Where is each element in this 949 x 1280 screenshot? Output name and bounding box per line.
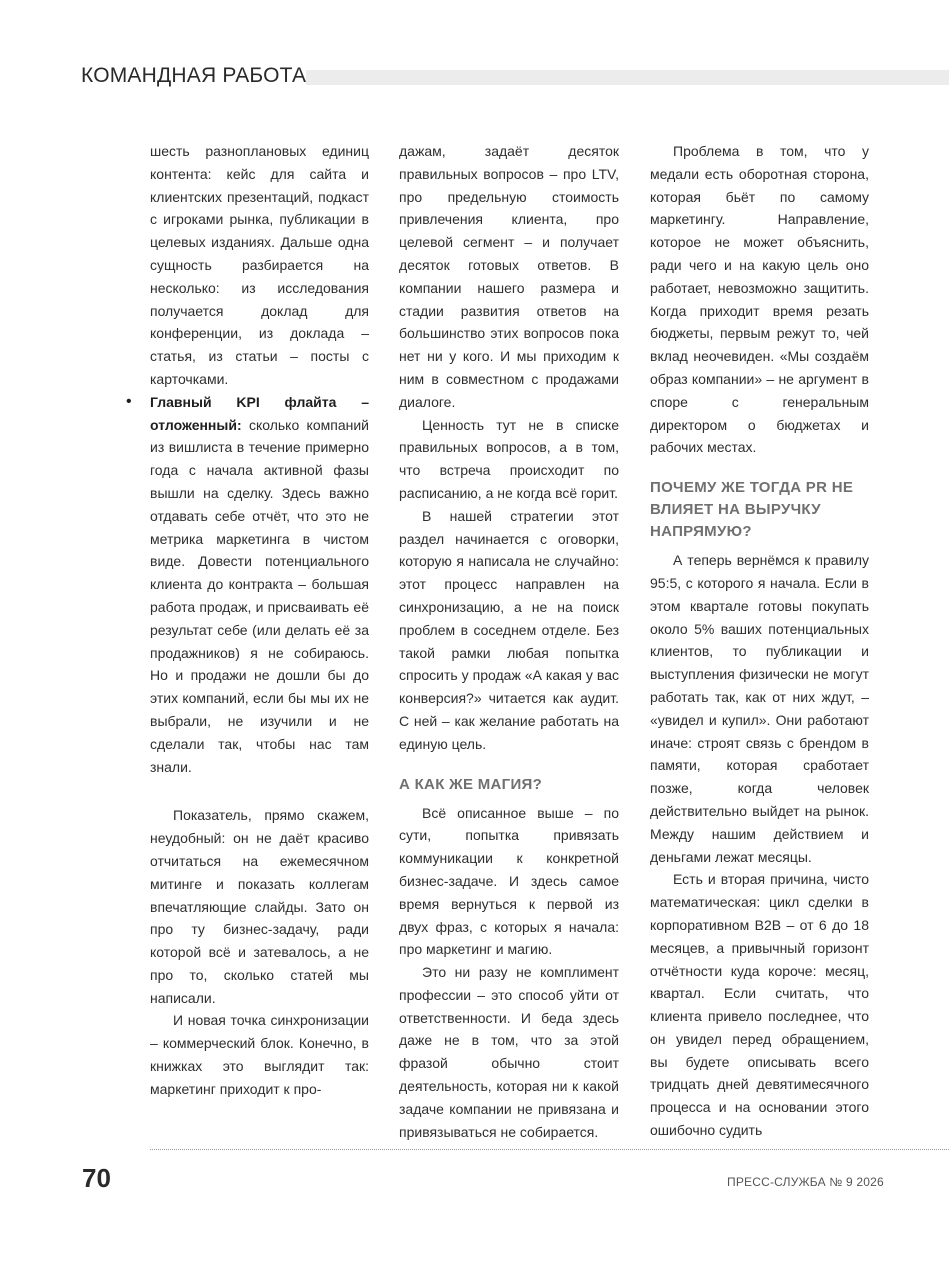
paragraph: Всё описанное выше – по сути, попытка привязать коммуникации к конкретной бизнес-задаче. И здесь самое время вернуться к первой из двух фраз, с которых я начала: про маркетинг и магию. xyxy=(399,804,619,958)
bullet-icon: • xyxy=(126,392,132,410)
subheading-pr-revenue: ПОЧЕМУ ЖЕ ТОГДА PR НЕ ВЛИЯЕТ НА ВЫРУЧКУ НАПРЯМУЮ? xyxy=(650,479,854,541)
paragraph: А теперь вернёмся к правилу 95:5, с которого я начала. Если в этом квартале готовы покупать около 5% ваших потенциальных клиентов, то публикации и выступления физически не могут работать так, как от них ждут, – «увидел и купил». Они работают иначе: строят связь с брендом в памяти, которая сработает позже, когда человек действительно выйдет на рынок. Между нашим действием и деньгами лежат месяцы. xyxy=(650,552,869,865)
paragraph: В нашей стратегии этот раздел начинается с оговорки, которую я написала не случайно: этот процесс направлен на синхронизацию, а не на поиск проблем в соседнем отделе. Без такой рамки любая попытка спросить у продаж «А какая у вас конверсия?» читается как аудит. С ней – как желание работать на единую цель. xyxy=(399,507,619,752)
column-2 xyxy=(399,140,619,1143)
paragraph: дажам, задаёт десяток правильных вопросов – про LTV, про предельную стоимость привлечения клиента, про целевой сегмент – и получает десяток готовых ответов. В компании нашего размера и стадии развития ответов на большинство этих вопросов пока нет ни у кого. И мы приходим к ним в совместном с продажами диалоге. xyxy=(399,143,619,410)
footer-divider xyxy=(150,1149,949,1150)
bullet-paragraph xyxy=(150,391,369,779)
bullet-text: сколько компаний из вишлиста в течение примерно года с начала активной фазы вышли на сделку. Здесь важно отдавать себе отчёт, что это не метрика маркетинга в чистом виде. Довести потенциального клиента до контракта – большая работа продаж, и присваивать её результат себе (или делать её за продажников) я не собираюсь. Но и продажи не дошли бы до этих компаний, если бы мы их не выбрали, не изучили и не сделали так, чтобы нас там знали. xyxy=(150,416,369,775)
bullet-item-kpi xyxy=(126,391,369,779)
paragraph: Ценность тут не в списке правильных вопросов, а в том, что встреча происходит по расписанию, а не когда всё горит. xyxy=(399,416,619,501)
column-3 xyxy=(650,140,869,1142)
page-number: 70 xyxy=(82,1163,111,1193)
bullet-lead: Главный KPI флайта – отложенный: xyxy=(150,393,369,433)
header-bar xyxy=(306,70,949,85)
column-1 xyxy=(126,140,369,1101)
paragraph: шесть разноплановых единиц контента: кейс для сайта и клиентских презентаций, подкаст с игроками рынка, публикации в целевых изданиях. Дальше одна сущность разбирается на несколько: из исследования получается доклад для конференции, из доклада – статья, из статьи – посты с карточками. xyxy=(150,143,369,387)
magazine-issue: ПРЕСС-СЛУЖБА № 9 2026 xyxy=(727,1175,884,1189)
paragraph: Проблема в том, что у медали есть оборотная сторона, которая бьёт по самому маркетингу. Направление, которое не может объяснить, ради чего и на какую цель оно работает, невозможно защитить. Когда приходит время резать бюджеты, первым режут то, чей вклад неочевиден. «Мы создаём образ компании» – не аргумент в споре с генеральным директором о бюджетах и рабочих местах. xyxy=(650,143,869,456)
subheading-magic: А КАК ЖЕ МАГИЯ? xyxy=(399,775,543,793)
paragraph: Показатель, прямо скажем, неудобный: он не даёт красиво отчитаться на ежемесячном митинге и показать коллегам впечатляющие слайды. Зато он про ту бизнес-задачу, ради которой всё и затевалось, а не про то, сколько статей мы написали. xyxy=(150,807,369,1006)
paragraph: Это ни разу не комплимент профессии – это способ уйти от ответственности. И беда здесь даже не в том, что за этой фразой обычно стоит деятельность, которая ни к какой задаче компании не привязана и привязываться не собирается. xyxy=(399,964,619,1140)
section-title: КОМАНДНАЯ РАБОТА xyxy=(81,64,307,87)
paragraph: И новая точка синхронизации – коммерческий блок. Конечно, в книжках это выглядит так: маркетинг приходит к про- xyxy=(150,1012,369,1097)
paragraph: Есть и вторая причина, чисто математическая: цикл сделки в корпоративном B2B – от 6 до 18 месяцев, а привычный горизонт отчётности куда короче: месяц, квартал. Если считать, что клиента привело последнее, что он увидел перед обращением, вы будете описывать всего тридцать дней девятимесячного процесса и на основании этого ошибочно судить xyxy=(650,871,869,1139)
